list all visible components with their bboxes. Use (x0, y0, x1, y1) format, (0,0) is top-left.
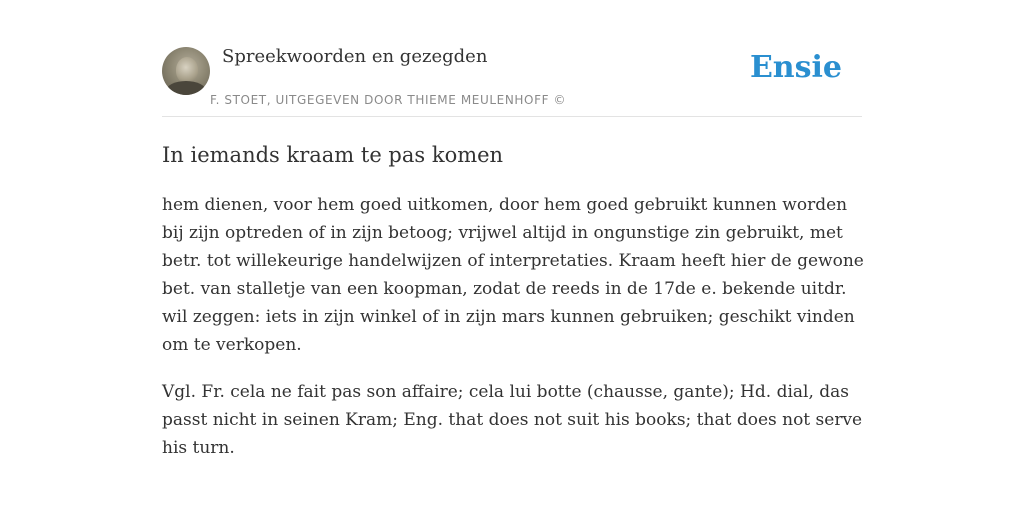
definition-line: wil zeggen: iets in zijn winkel of in zijn mars kunnen gebruiken; geschikt vinden (162, 307, 855, 327)
comparison-line: Vgl. Fr. cela ne fait pas son affaire; cela lui botte (chausse, gante); Hd. dial, das (162, 382, 850, 402)
definition-line: bij zijn optreden of in zijn betoog; vrijwel altijd in ongunstige zin gebruikt, met (162, 223, 843, 243)
source-header (162, 40, 862, 117)
definition-line: hem dienen, voor hem goed uitkomen, door hem goed gebruikt kunnen worden (162, 195, 848, 215)
entry-headword: In iemands kraam te pas komen (162, 143, 504, 167)
source-credit: F. STOET, UITGEGEVEN DOOR THIEME MEULENHOFF © (210, 93, 567, 107)
comparison-line: passt nicht in seinen Kram; Eng. that does not suit his books; that does not serve (162, 410, 863, 430)
comparison-paragraph (162, 378, 862, 462)
ensie-logo[interactable]: Ensie (749, 50, 842, 85)
definition-paragraph (162, 191, 862, 359)
definition-line: om te verkopen. (162, 335, 302, 355)
portrait-coat (166, 81, 206, 95)
definition-line: betr. tot willekeurige handelwijzen of interpretaties. Kraam heeft hier de gewone (162, 251, 864, 271)
entry-card (162, 40, 862, 462)
definition-line: bet. van stalletje van een koopman, zodat de reeds in de 17de e. bekende uitdr. (162, 279, 847, 299)
author-portrait-icon[interactable] (162, 47, 210, 95)
comparison-line: his turn. (162, 438, 235, 458)
portrait-face (176, 57, 198, 83)
source-title[interactable]: Spreekwoorden en gezegden (222, 46, 488, 67)
